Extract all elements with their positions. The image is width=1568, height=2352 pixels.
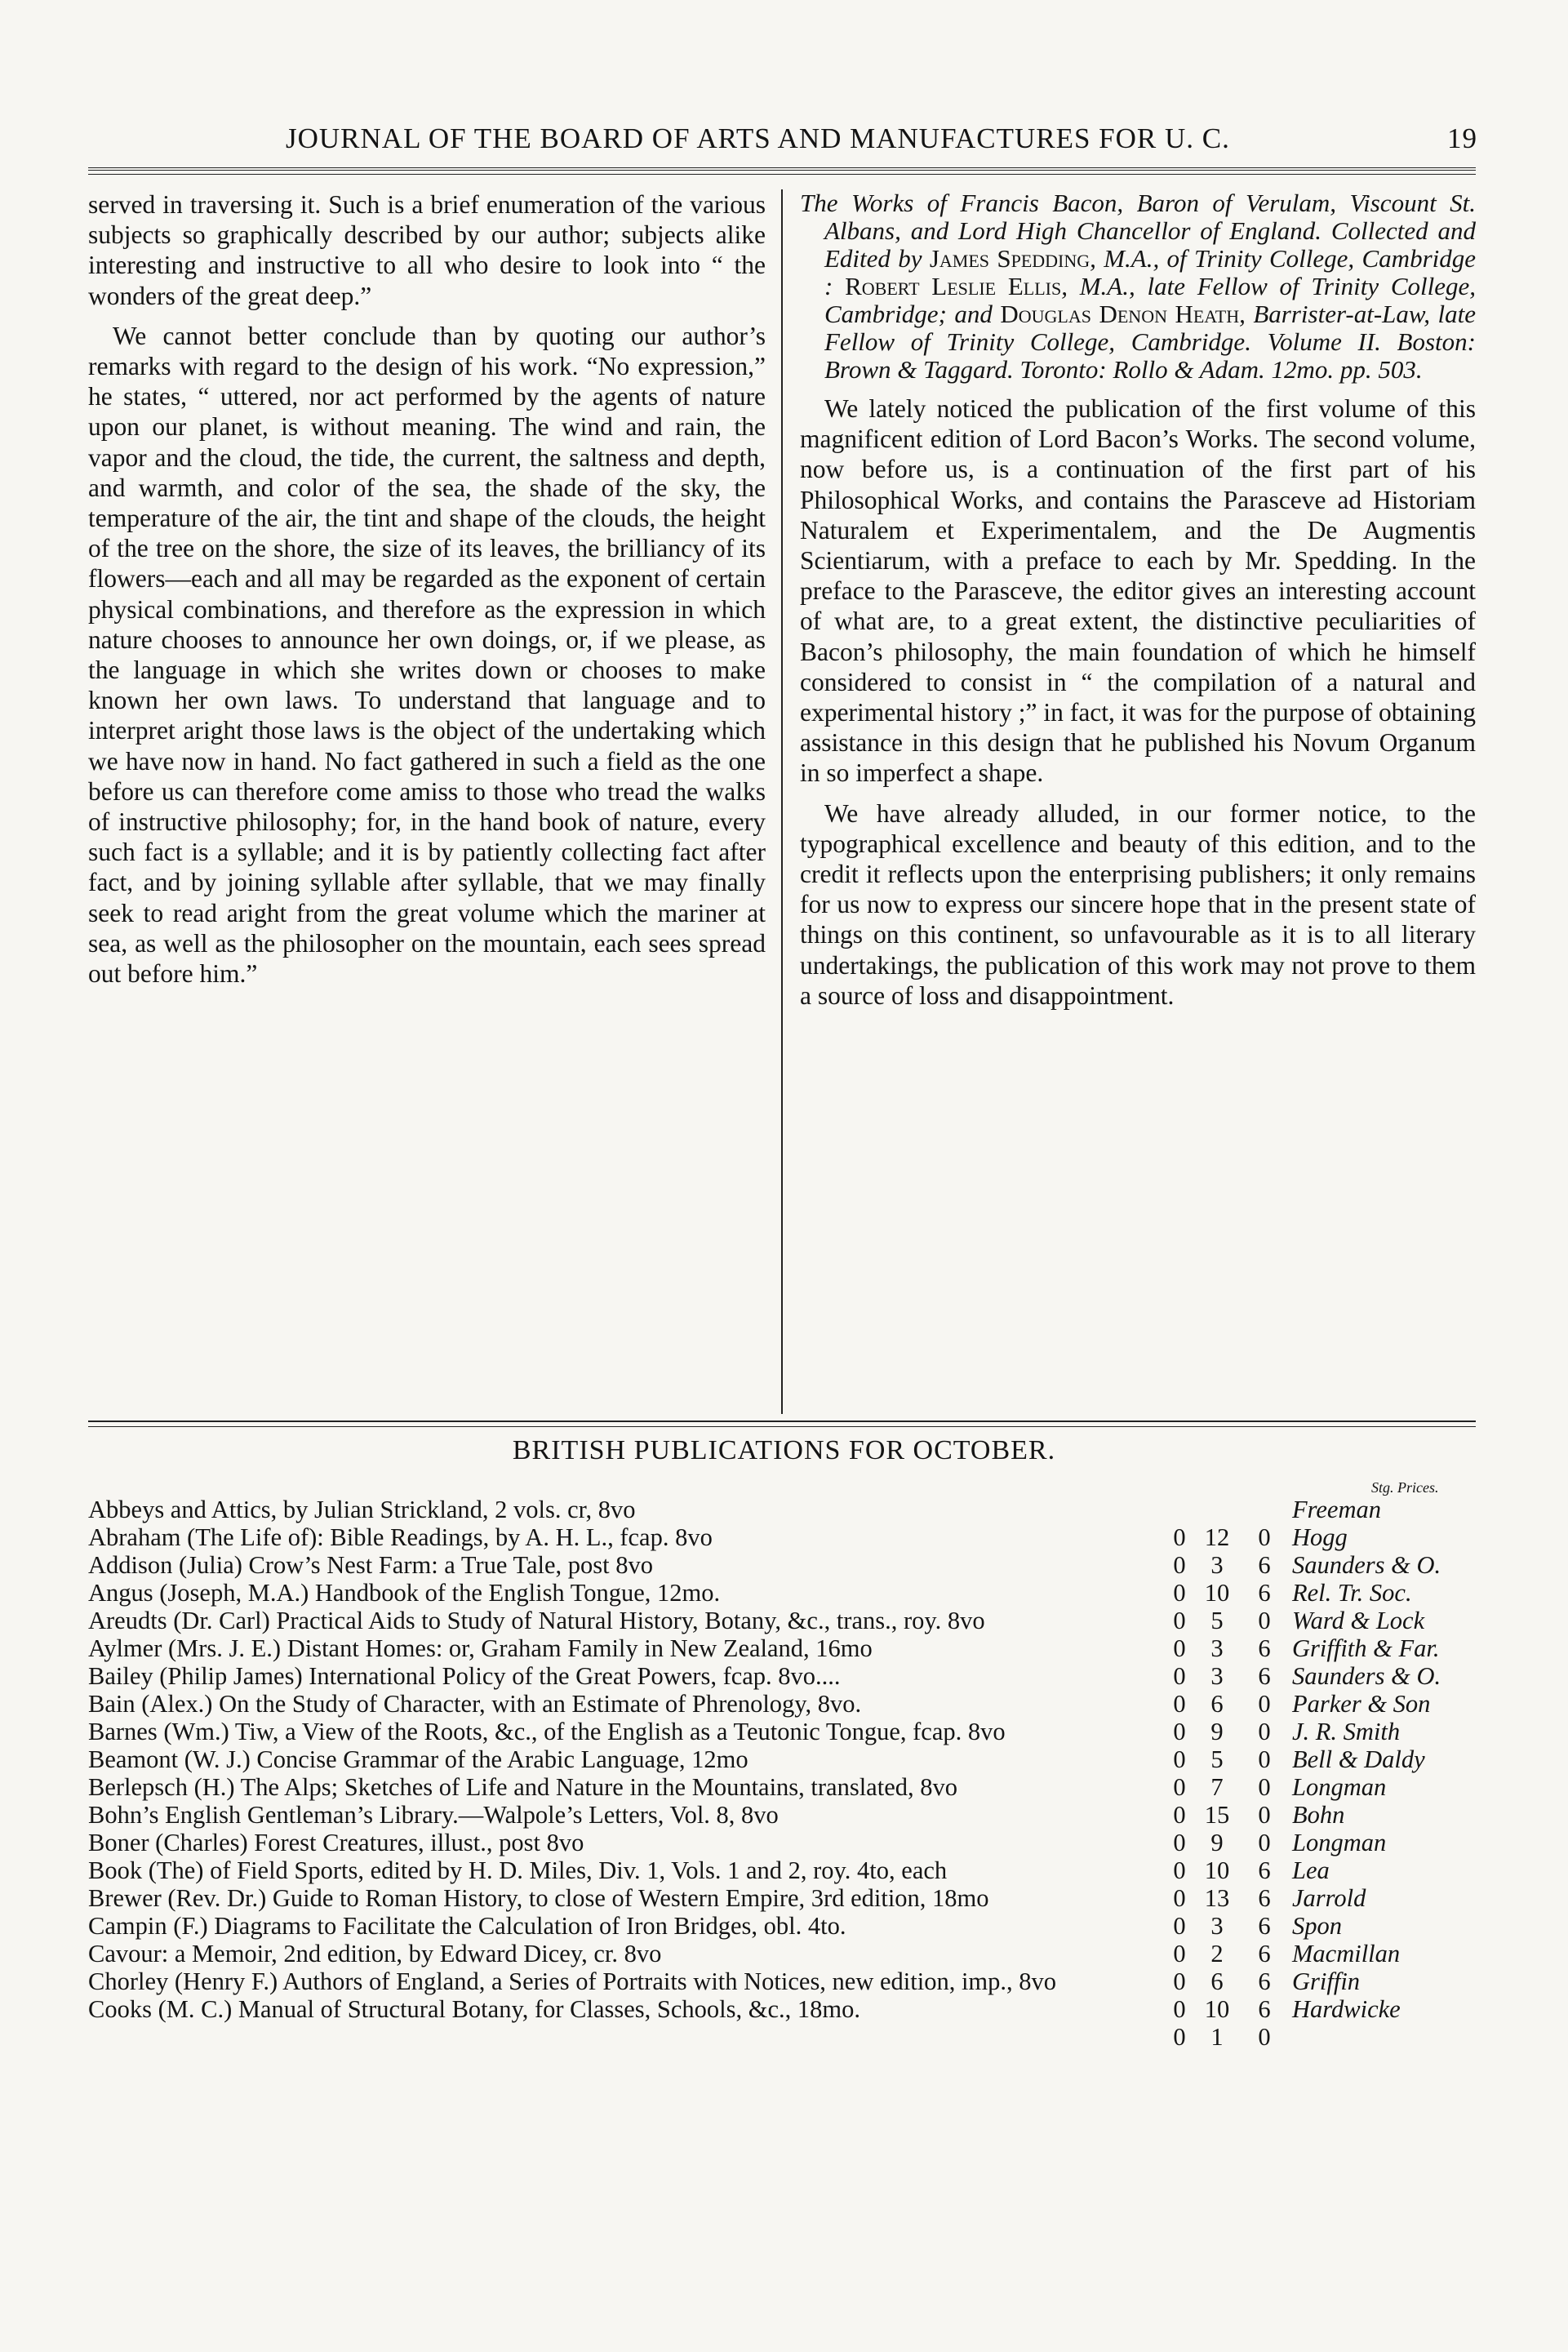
- publication-title: Barnes (Wm.) Tiw, a View of the Roots, &c., of the English as a Teutonic Tongue, fcap. 8vo: [88, 1718, 1006, 1745]
- price-pence: 0: [1258, 1745, 1271, 1773]
- publications-list: [88, 1496, 1476, 2051]
- price-pounds: 0: [1173, 1690, 1186, 1718]
- price-pence: 0: [1258, 1829, 1271, 1856]
- publication-title: Abraham (The Life of): Bible Readings, by A. H. L., fcap. 8vo: [88, 1523, 713, 1551]
- left-paragraph-2: We cannot better conclude than by quoting our author’s remarks with regard to the design of his work. “No expression,” he states, “ uttered, nor act performed by the agents of nature upon our planet, is without meaning. The wind and rain, the vapor and the cloud, the tide, the current, the saltness and depth, and warmth, and color of the sea, the shade of the sky, the temperature of the air, the tint and shape of the clouds, the height of the tree on the shore, the size of its leaves, the brilliancy of its flowers—each and all may be regarded as the exponent of certain physical combinations, and therefore as the expression in which nature chooses to announce her own doings, or, if we please, as the language in which she writes down or chooses to make known her own laws. To understand that language and to interpret aright those laws is the object of the undertaking which we have now in hand. No fact gathered in such a field as the one before us can therefore come amiss to those who tread the walks of instructive philosophy; for, in the hand book of nature, every such fact is a syllable; and it is by patiently collecting fact after fact, and by joining syllable after syllable, that we may finally seek to read aright from the great volume which the mariner at sea, as well as the philosopher on the mountain, each sees spread out before him.”: [88, 321, 766, 989]
- page-number: 19: [1447, 122, 1477, 154]
- price-pence: 6: [1258, 1551, 1271, 1579]
- price-pence: 6: [1258, 1856, 1271, 1884]
- header-rule: [88, 167, 1476, 175]
- price-shillings: 2: [1210, 1940, 1224, 1967]
- price-pounds: 0: [1173, 1607, 1186, 1634]
- price-shillings: 3: [1210, 1912, 1224, 1940]
- price-shillings: 6: [1210, 1690, 1224, 1718]
- price-shillings: 10: [1204, 1856, 1230, 1884]
- column-divider: [781, 189, 783, 1414]
- price-pounds: 0: [1173, 1773, 1186, 1801]
- price-shillings: 9: [1210, 1829, 1224, 1856]
- publication-title: Addison (Julia) Crow’s Nest Farm: a True Tale, post 8vo: [88, 1551, 653, 1579]
- price-pounds: 0: [1173, 1940, 1186, 1967]
- publication-title: Bailey (Philip James) International Policy of the Great Powers, fcap. 8vo....: [88, 1662, 841, 1690]
- price-pounds: 0: [1173, 1662, 1186, 1690]
- publication-publisher: Griffin: [1292, 1967, 1361, 1995]
- price-pounds: 0: [1173, 1579, 1186, 1607]
- publication-title: Cavour: a Memoir, 2nd edition, by Edward Dicey, cr. 8vo: [88, 1940, 662, 1967]
- price-pounds: 0: [1173, 1995, 1186, 2023]
- price-shillings: 1: [1210, 2023, 1224, 2051]
- publication-publisher: Freeman: [1292, 1496, 1381, 1523]
- price-shillings: 3: [1210, 1551, 1224, 1579]
- publication-publisher: Longman: [1292, 1829, 1387, 1856]
- price-pence: 6: [1258, 1634, 1271, 1662]
- publication-publisher: Longman: [1292, 1773, 1387, 1801]
- section-rule: [88, 1421, 1476, 1422]
- book-title: [800, 189, 1476, 384]
- price-pounds: 0: [1173, 1523, 1186, 1551]
- price-pence: 6: [1258, 1579, 1271, 1607]
- publication-title: Abbeys and Attics, by Julian Strickland, 2 vols. cr, 8vo: [88, 1496, 636, 1523]
- price-pounds: 0: [1173, 1551, 1186, 1579]
- running-header: [90, 122, 1477, 163]
- price-shillings: 6: [1210, 1967, 1224, 1995]
- publication-title: Bain (Alex.) On the Study of Character, with an Estimate of Phrenology, 8vo.: [88, 1690, 862, 1718]
- publication-publisher: Hogg: [1292, 1523, 1348, 1551]
- price-pounds: 0: [1173, 1718, 1186, 1745]
- price-shillings: 5: [1210, 1745, 1224, 1773]
- price-pence: 0: [1258, 1690, 1271, 1718]
- book-title-part-a: The Works of Francis Bacon, Baron of Verulam, Viscount St. Albans, and Lord High Chancellor of England. Collected and Edited by: [800, 189, 1476, 273]
- author-ellis: Robert Leslie Ellis: [845, 272, 1062, 300]
- publication-title: Chorley (Henry F.) Authors of England, a Series of Portraits with Notices, new edition, imp., 8vo: [88, 1967, 1057, 1995]
- price-pounds: 0: [1173, 1884, 1186, 1912]
- publication-publisher: Griffith & Far.: [1292, 1634, 1440, 1662]
- right-paragraph-2: We have already alluded, in our former notice, to the typographical excellence and beauty of this edition, and to the credit it reflects upon the enterprising publishers; it only remains for us now to express our sincere hope that in the present state of things on this continent, so unfavourable as it is to all literary undertakings, the publication of this work may not prove to them a source of loss and disappointment.: [800, 798, 1476, 1010]
- price-pounds: 0: [1173, 1912, 1186, 1940]
- publication-row: [88, 1995, 1476, 2051]
- price-pounds: 0: [1173, 2023, 1186, 2051]
- right-paragraph-1: We lately noticed the publication of the first volume of this magnificent edition of Lord Bacon’s Works. The second volume, now before us, is a continuation of the first part of his Philosophical Works, and contains the Parasceve ad Historiam Naturalem et Experimentalem, and the De Augmentis Scientiarum, with a preface to each by Mr. Spedding. In the preface to the Parasceve, the editor gives an interesting account of what are, to a great extent, the distinctive peculiarities of Bacon’s philosophy, the main foundation of which he himself considered to consist in “ the compilation of a natural and experimental history ;” in fact, it was for the purpose of obtaining assistance in this design that he published his Novum Organum in so imperfect a shape.: [800, 394, 1476, 788]
- publication-title: Bohn’s English Gentleman’s Library.—Walpole’s Letters, Vol. 8, 8vo: [88, 1801, 779, 1829]
- price-pence: 6: [1258, 1967, 1271, 1995]
- price-pence: 0: [1258, 1523, 1271, 1551]
- publication-publisher: Parker & Son: [1292, 1690, 1431, 1718]
- price-pence: 0: [1258, 1718, 1271, 1745]
- price-pence: 6: [1258, 1912, 1271, 1940]
- price-shillings: 3: [1210, 1662, 1224, 1690]
- price-pence: 0: [1258, 1773, 1271, 1801]
- publication-title: Aylmer (Mrs. J. E.) Distant Homes: or, Graham Family in New Zealand, 16mo: [88, 1634, 873, 1662]
- publication-publisher: J. R. Smith: [1292, 1718, 1401, 1745]
- book-title-part-c: , M.A., late Fellow of Trinity College, Cambridge; and: [824, 272, 1477, 328]
- publication-publisher: Saunders & O.: [1292, 1662, 1441, 1690]
- price-shillings: 10: [1204, 1579, 1230, 1607]
- publication-publisher: Saunders & O.: [1292, 1551, 1441, 1579]
- publication-publisher: Hardwicke: [1292, 1995, 1401, 2023]
- price-shillings: 10: [1204, 1995, 1230, 2023]
- price-pence: 0: [1258, 1607, 1271, 1634]
- price-shillings: 15: [1204, 1801, 1230, 1829]
- price-shillings: 7: [1210, 1773, 1224, 1801]
- publication-title: Cooks (M. C.) Manual of Structural Botany, for Classes, Schools, &c., 18mo.: [88, 1995, 860, 2023]
- price-shillings: 13: [1204, 1884, 1230, 1912]
- price-pounds: 0: [1173, 1745, 1186, 1773]
- section-rule-thin: [88, 1426, 1476, 1427]
- price-pounds: 0: [1173, 1856, 1186, 1884]
- price-pence: 6: [1258, 1884, 1271, 1912]
- publication-title: Book (The) of Field Sports, edited by H. D. Miles, Div. 1, Vols. 1 and 2, roy. 4to, each: [88, 1856, 948, 1884]
- author-spedding: James Spedding: [929, 244, 1090, 273]
- journal-title: JOURNAL OF THE BOARD OF ARTS AND MANUFACTURES FOR U. C.: [286, 122, 1230, 154]
- publication-title: Berlepsch (H.) The Alps; Sketches of Life and Nature in the Mountains, translated, 8vo: [88, 1773, 957, 1801]
- price-pence: 6: [1258, 1995, 1271, 2023]
- price-pounds: 0: [1173, 1634, 1186, 1662]
- publication-publisher: Bohn: [1292, 1801, 1345, 1829]
- price-pence: 6: [1258, 1940, 1271, 1967]
- publication-publisher: Spon: [1292, 1912, 1342, 1940]
- price-pence: 0: [1258, 2023, 1271, 2051]
- prices-subheading: Stg. Prices.: [1371, 1479, 1439, 1496]
- price-shillings: 3: [1210, 1634, 1224, 1662]
- right-column: [800, 189, 1476, 1011]
- publication-title: Areudts (Dr. Carl) Practical Aids to Study of Natural History, Botany, &c., trans., roy. 8vo: [88, 1607, 985, 1634]
- publications-heading: BRITISH PUBLICATIONS FOR OCTOBER.: [512, 1435, 1056, 1465]
- publication-title: Brewer (Rev. Dr.) Guide to Roman History, to close of Western Empire, 3rd edition, 18mo: [88, 1884, 989, 1912]
- book-title-part-b: , M.A., of Trinity College, Cambridge :: [824, 244, 1477, 300]
- author-heath: Douglas Denon Heath: [1000, 300, 1240, 328]
- publication-publisher: Ward & Lock: [1292, 1607, 1425, 1634]
- publication-publisher: Bell & Daldy: [1292, 1745, 1425, 1773]
- price-shillings: 9: [1210, 1718, 1224, 1745]
- publication-publisher: Rel. Tr. Soc.: [1292, 1579, 1412, 1607]
- publication-title: Beamont (W. J.) Concise Grammar of the Arabic Language, 12mo: [88, 1745, 748, 1773]
- publication-title: Boner (Charles) Forest Creatures, illust., post 8vo: [88, 1829, 584, 1856]
- publication-publisher: Lea: [1292, 1856, 1330, 1884]
- publication-publisher: Jarrold: [1292, 1884, 1366, 1912]
- price-pounds: 0: [1173, 1801, 1186, 1829]
- price-pounds: 0: [1173, 1967, 1186, 1995]
- publication-publisher: Macmillan: [1292, 1940, 1401, 1967]
- publication-title: Campin (F.) Diagrams to Facilitate the Calculation of Iron Bridges, obl. 4to.: [88, 1912, 846, 1940]
- price-pence: 6: [1258, 1662, 1271, 1690]
- left-paragraph-1: served in traversing it. Such is a brief enumeration of the various subjects so graphically described by our author; subjects alike interesting and instructive to all who desire to look into “ the wonders of the great deep.”: [88, 190, 766, 310]
- left-column: [88, 189, 766, 989]
- book-title-part-d: , Barrister-at-Law, late Fellow of Trinity College, Cambridge. Volume II. Boston: Brown & Taggard. Toronto: Rollo & Adam. 12mo. pp. 503.: [824, 300, 1477, 384]
- publication-title: Angus (Joseph, M.A.) Handbook of the English Tongue, 12mo.: [88, 1579, 721, 1607]
- price-pounds: 0: [1173, 1829, 1186, 1856]
- price-shillings: 12: [1204, 1523, 1230, 1551]
- price-pence: 0: [1258, 1801, 1271, 1829]
- price-shillings: 5: [1210, 1607, 1224, 1634]
